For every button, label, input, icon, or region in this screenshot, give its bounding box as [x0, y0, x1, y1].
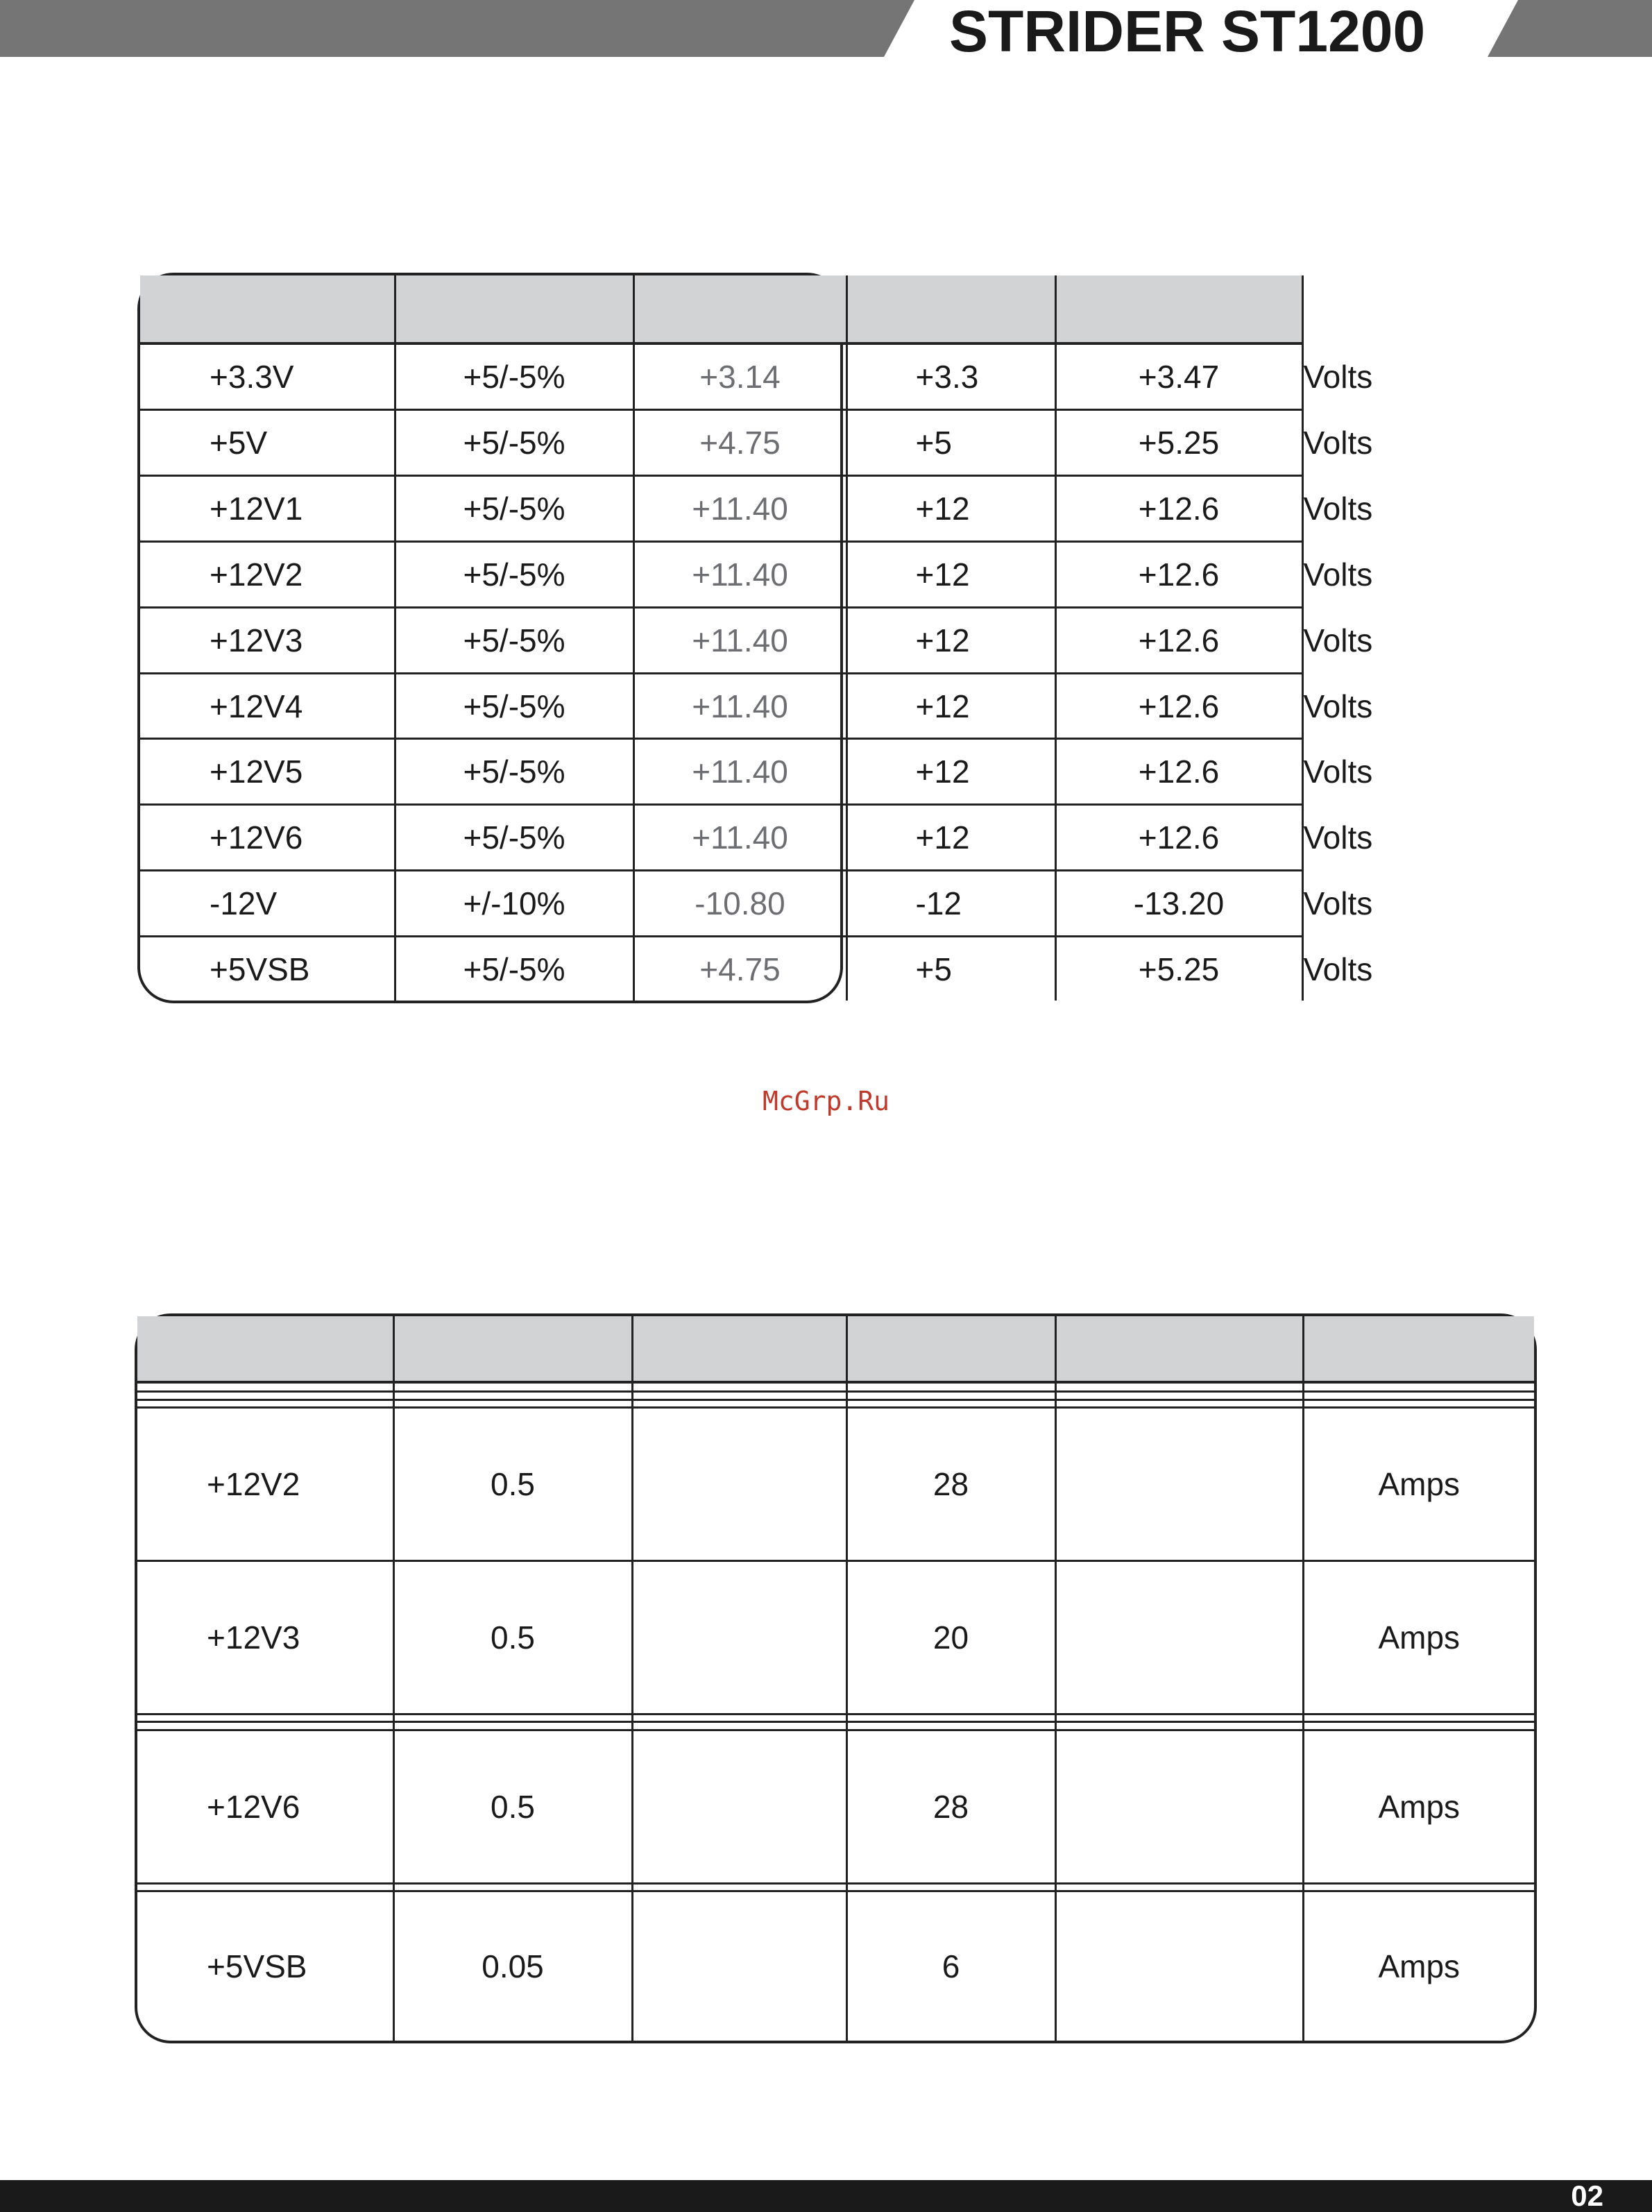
max-current-cell: 28 [846, 1730, 1055, 1884]
empty-cell [632, 1561, 846, 1715]
min-cell: +11.40 [633, 607, 846, 673]
rail-cell [137, 1382, 393, 1392]
max-cell: +12.6 [1055, 805, 1302, 871]
table-row: +12V3 +5/-5% +11.40 +12 +12.6 Volts [140, 607, 1302, 673]
header-cell [632, 1316, 846, 1382]
max-cell: +12.6 [1055, 541, 1302, 607]
max-cell: +3.47 [1055, 343, 1302, 410]
min-cell: +11.40 [633, 673, 846, 739]
rail-cell: +12V2 [137, 1408, 393, 1561]
unit-cell [1303, 1382, 1534, 1392]
rail-cell: +12V2 [140, 541, 395, 607]
empty-cell [632, 1382, 846, 1392]
min-cell: +11.40 [633, 476, 846, 542]
table-row: +12V1 +5/-5% +11.40 +12 +12.6 Volts [140, 476, 1302, 542]
max-cell: +12.6 [1055, 607, 1302, 673]
empty-cell [1055, 1714, 1303, 1722]
empty-cell [1055, 1561, 1303, 1715]
nominal-cell: +12 [846, 607, 1055, 673]
table-row [137, 1382, 1534, 1392]
nominal-cell: +12 [846, 805, 1055, 871]
empty-cell [1055, 1730, 1303, 1884]
max-cell: +12.6 [1055, 476, 1302, 542]
tolerance-cell: +5/-5% [395, 476, 633, 542]
header-cell [137, 1316, 393, 1382]
rail-cell: +12V1 [140, 476, 395, 542]
empty-cell [1055, 1408, 1303, 1561]
rail-cell [137, 1714, 393, 1722]
max-cell: +12.6 [1055, 673, 1302, 739]
rail-cell [137, 1399, 393, 1408]
max-current-cell: 28 [846, 1408, 1055, 1561]
table-header-row [137, 1316, 1534, 1382]
min-current-cell [393, 1722, 632, 1730]
nominal-cell: +5 [846, 410, 1055, 476]
table-header-row [140, 275, 1302, 343]
min-current-cell [393, 1382, 632, 1392]
min-cell: +11.40 [633, 805, 846, 871]
voltage-table [137, 273, 1373, 1003]
tolerance-cell: +/-10% [395, 871, 633, 937]
max-current-cell [846, 1399, 1055, 1408]
table-row: +12V2 +5/-5% +11.40 +12 +12.6 Volts [140, 541, 1302, 607]
header-cell [846, 1316, 1055, 1382]
header-cell [1303, 1316, 1534, 1382]
rail-cell [137, 1722, 393, 1730]
min-cell: +11.40 [633, 739, 846, 805]
min-current-cell: 0.05 [393, 1891, 632, 2041]
header-cell [395, 275, 633, 343]
max-current-cell [846, 1722, 1055, 1730]
empty-cell [1055, 1382, 1303, 1392]
tolerance-cell: +5/-5% [395, 410, 633, 476]
table-row [137, 1730, 1534, 1884]
nominal-cell: +12 [846, 673, 1055, 739]
rail-cell: +5V [140, 410, 395, 476]
tolerance-cell: +5/-5% [395, 805, 633, 871]
tolerance-cell: +5/-5% [395, 607, 633, 673]
rail-cell: +12V3 [137, 1561, 393, 1715]
unit-cell: Amps [1303, 1408, 1534, 1561]
header-cell [846, 275, 1055, 343]
header-band-right [1488, 0, 1652, 57]
empty-cell [632, 1722, 846, 1730]
header-cell [1055, 1316, 1303, 1382]
table-row [137, 1399, 1534, 1408]
table-row [137, 1891, 1534, 2041]
max-cell: +5.25 [1055, 937, 1302, 1001]
rail-cell: +12V3 [140, 607, 395, 673]
empty-cell [1055, 1722, 1303, 1730]
table-row: +5VSB +5/-5% +4.75 +5 +5.25 Volts [140, 937, 1302, 1001]
unit-cell: Amps [1303, 1730, 1534, 1884]
nominal-cell: +12 [846, 739, 1055, 805]
unit-cell: Amps [1303, 1561, 1534, 1715]
empty-cell [632, 1883, 846, 1891]
empty-cell [632, 1730, 846, 1884]
table-row [137, 1722, 1534, 1730]
rail-cell [137, 1883, 393, 1891]
tolerance-cell: +5/-5% [395, 937, 633, 1001]
min-current-cell [393, 1714, 632, 1722]
min-current-cell: 0.5 [393, 1561, 632, 1715]
nominal-cell: -12 [846, 871, 1055, 937]
tolerance-cell: +5/-5% [395, 541, 633, 607]
empty-cell [1055, 1883, 1303, 1891]
tolerance-cell: +5/-5% [395, 739, 633, 805]
empty-cell [632, 1891, 846, 2041]
unit-cell [1303, 1399, 1534, 1408]
max-current-cell [846, 1392, 1055, 1400]
min-current-cell [393, 1392, 632, 1400]
table-row: +12V5 +5/-5% +11.40 +12 +12.6 Volts [140, 739, 1302, 805]
max-current-cell: 20 [846, 1561, 1055, 1715]
table-row: +12V6 +5/-5% +11.40 +12 +12.6 Volts [140, 805, 1302, 871]
tolerance-cell: +5/-5% [395, 343, 633, 410]
table-row [137, 1883, 1534, 1891]
rail-cell: +5VSB [137, 1891, 393, 2041]
min-cell: +3.14 [633, 343, 846, 410]
min-current-cell [393, 1399, 632, 1408]
unit-cell [1303, 1883, 1534, 1891]
document-title: STRIDER ST1200 [949, 0, 1426, 64]
empty-cell [1055, 1891, 1303, 2041]
min-cell: -10.80 [633, 871, 846, 937]
rail-cell: +5VSB [140, 937, 395, 1001]
max-current-cell: 6 [846, 1891, 1055, 2041]
table-row [137, 1714, 1534, 1722]
nominal-cell: +12 [846, 476, 1055, 542]
table-row: +3.3V +5/-5% +3.14 +3.3 +3.47 Volts [140, 343, 1302, 410]
current-table [135, 1313, 1537, 2043]
watermark: McGrp.Ru [762, 1086, 890, 1116]
page-number: 02 [1571, 2179, 1603, 2212]
min-current-cell: 0.5 [393, 1408, 632, 1561]
nominal-cell: +3.3 [846, 343, 1055, 410]
max-current-cell [846, 1382, 1055, 1392]
rail-cell: +12V6 [140, 805, 395, 871]
empty-cell [632, 1408, 846, 1561]
min-current-cell: 0.5 [393, 1730, 632, 1884]
tolerance-cell: +5/-5% [395, 673, 633, 739]
header-cell [633, 275, 846, 343]
table-row [137, 1561, 1534, 1715]
min-cell: +4.75 [633, 937, 846, 1001]
empty-cell [1055, 1392, 1303, 1400]
unit-cell [1303, 1392, 1534, 1400]
rail-cell: -12V [140, 871, 395, 937]
table-row: +5V +5/-5% +4.75 +5 +5.25 Volts [140, 410, 1302, 476]
unit-cell [1303, 1722, 1534, 1730]
min-cell: +4.75 [633, 410, 846, 476]
nominal-cell: +5 [846, 937, 1055, 1001]
rail-cell [137, 1392, 393, 1400]
max-current-cell [846, 1883, 1055, 1891]
min-current-cell [393, 1883, 632, 1891]
header-cell [140, 275, 395, 343]
table-row: -12V +/-10% -10.80 -12 -13.20 Volts [140, 871, 1302, 937]
max-cell: +5.25 [1055, 410, 1302, 476]
footer-band [0, 2180, 1652, 2212]
header-cell [1055, 275, 1302, 343]
table-row: +12V4 +5/-5% +11.40 +12 +12.6 Volts [140, 673, 1302, 739]
table-row [137, 1392, 1534, 1400]
header-band [0, 0, 914, 57]
empty-cell [632, 1399, 846, 1408]
max-cell: -13.20 [1055, 871, 1302, 937]
empty-cell [632, 1392, 846, 1400]
nominal-cell: +12 [846, 541, 1055, 607]
rail-cell: +12V4 [140, 673, 395, 739]
table-row [137, 1408, 1534, 1561]
max-cell: +12.6 [1055, 739, 1302, 805]
min-cell: +11.40 [633, 541, 846, 607]
header-cell [393, 1316, 632, 1382]
rail-cell: +3.3V [140, 343, 395, 410]
empty-cell [632, 1714, 846, 1722]
unit-cell: Amps [1303, 1891, 1534, 2041]
rail-cell: +12V5 [140, 739, 395, 805]
empty-cell [1055, 1399, 1303, 1408]
max-current-cell [846, 1714, 1055, 1722]
rail-cell: +12V6 [137, 1730, 393, 1884]
unit-cell [1303, 1714, 1534, 1722]
